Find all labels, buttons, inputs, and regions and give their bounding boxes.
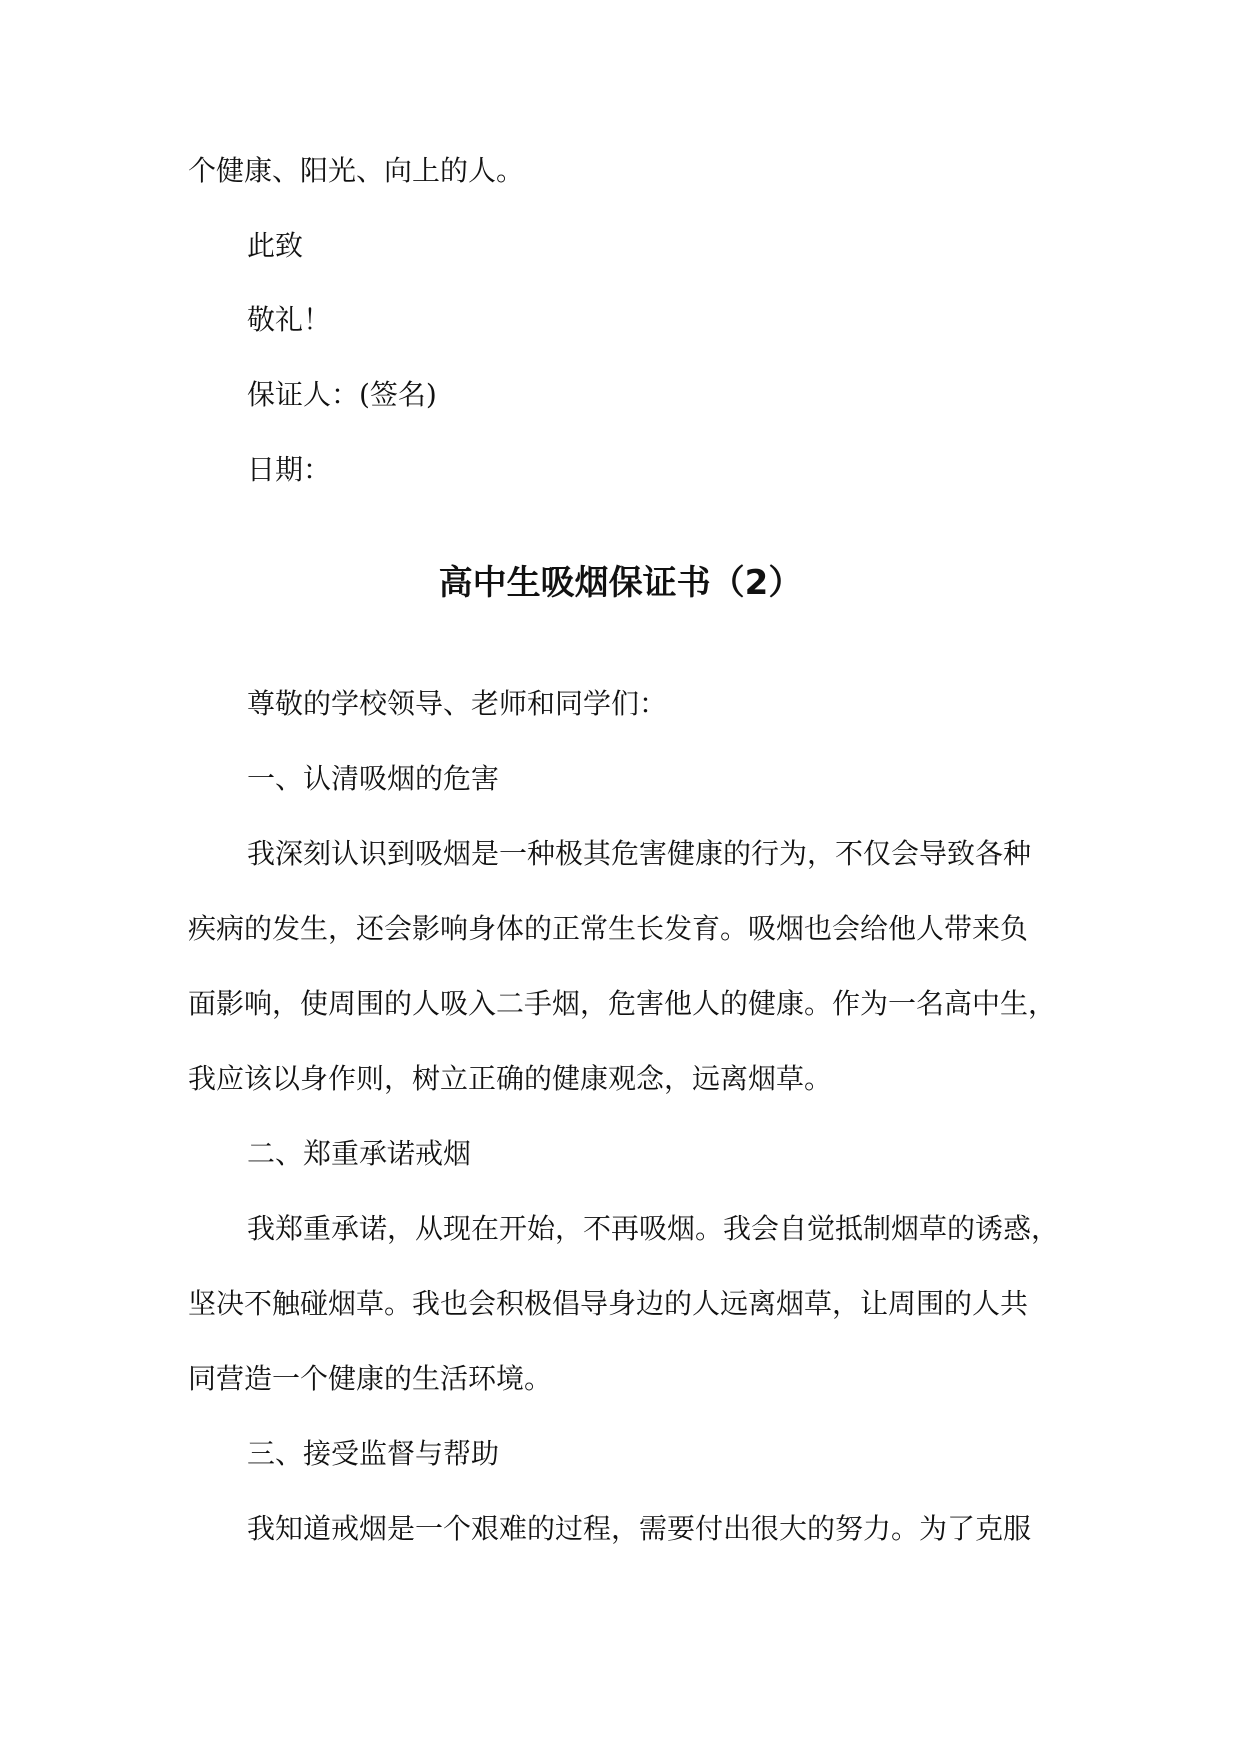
- paragraph-line: 我郑重承诺，从现在开始，不再吸烟。我会自觉抵制烟草的诱惑，: [247, 1212, 1060, 1245]
- section-heading: 一、认清吸烟的危害: [247, 762, 500, 795]
- paragraph-line: 我知道戒烟是一个艰难的过程，需要付出很大的努力。为了克服: [247, 1512, 1032, 1545]
- continued-paragraph-line: 个健康、阳光、向上的人。: [188, 154, 525, 187]
- salutation-jing-li: 敬礼！: [247, 303, 332, 336]
- section-heading: 三、接受监督与帮助: [247, 1437, 500, 1470]
- document-title: 高中生吸烟保证书（2）: [438, 563, 803, 603]
- paragraph-line: 疾病的发生，还会影响身体的正常生长发育。吸烟也会给他人带来负: [188, 912, 1029, 945]
- greeting: 尊敬的学校领导、老师和同学们：: [247, 687, 668, 720]
- paragraph-line: 坚决不触碰烟草。我也会积极倡导身边的人远离烟草，让周围的人共: [188, 1287, 1029, 1320]
- paragraph-line: 我深刻认识到吸烟是一种极其危害健康的行为，不仅会导致各种: [247, 837, 1032, 870]
- section-heading: 二、郑重承诺戒烟: [247, 1137, 472, 1170]
- paragraph-line: 面影响，使周围的人吸入二手烟，危害他人的健康。作为一名高中生，: [188, 987, 1057, 1020]
- guarantor-signature-line: 保证人：(签名): [247, 378, 437, 411]
- date-line: 日期：: [247, 453, 332, 486]
- paragraph-line: 我应该以身作则，树立正确的健康观念，远离烟草。: [188, 1062, 833, 1095]
- paragraph-line: 同营造一个健康的生活环境。: [188, 1362, 553, 1395]
- salutation-ci-zhi: 此致: [247, 229, 304, 262]
